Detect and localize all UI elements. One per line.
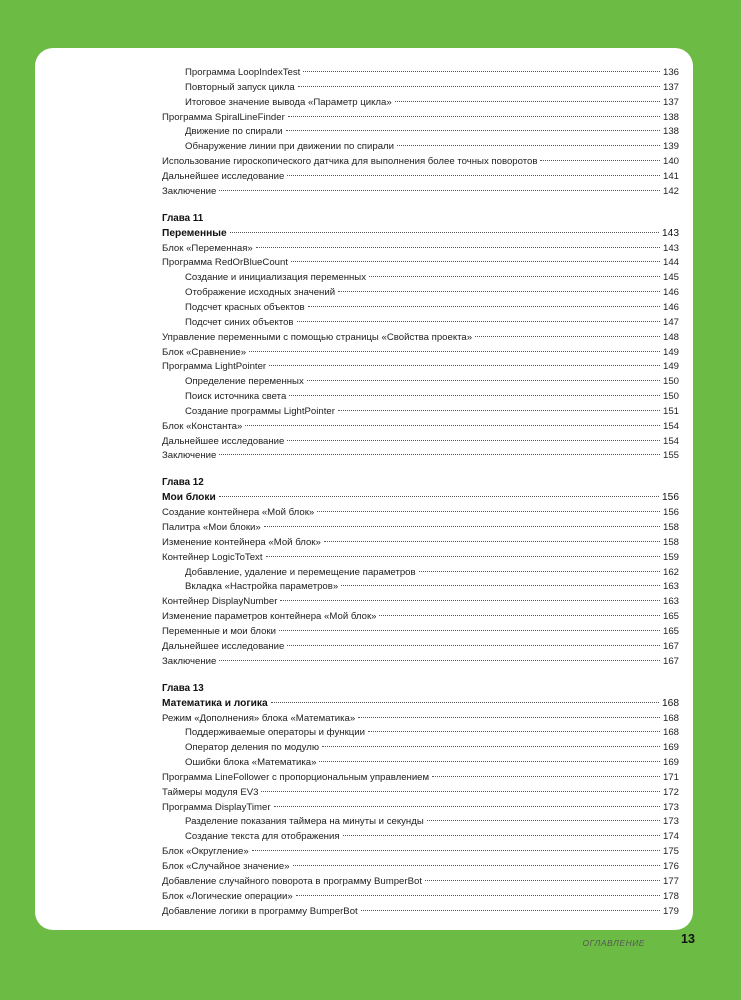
- toc-entry-page: 136: [662, 67, 679, 78]
- dot-leader: [379, 615, 660, 616]
- toc-entry: [162, 185, 679, 200]
- toc-entry: [162, 771, 679, 786]
- toc-entry-title: Определение переменных: [185, 376, 304, 388]
- toc-entry-page: 156: [662, 507, 679, 519]
- toc-entry-page: 175: [662, 846, 679, 858]
- toc-entry: [162, 111, 679, 126]
- toc-entry-page: 138: [662, 126, 679, 138]
- toc-entry-page: 168: [662, 727, 679, 739]
- dot-leader: [338, 410, 660, 411]
- dot-leader: [293, 865, 660, 866]
- toc-entry: [162, 756, 679, 771]
- dot-leader: [319, 761, 660, 762]
- dot-leader: [271, 702, 659, 703]
- toc-entry: [162, 521, 679, 536]
- dot-leader: [395, 101, 660, 102]
- toc-entry-page: 137: [662, 96, 679, 108]
- toc-entry: [162, 536, 679, 551]
- toc-entry-page: 177: [662, 875, 679, 887]
- toc-entry-page: 165: [662, 611, 679, 623]
- toc-entry-title: Использование гироскопического датчика для выполнения более точных поворотов: [162, 156, 538, 168]
- toc-entry-title: Программа SpiralLineFinder: [162, 111, 285, 123]
- toc-entry: [162, 830, 679, 845]
- dot-leader: [427, 820, 660, 821]
- toc-entry-page: 138: [662, 111, 679, 123]
- dot-leader: [264, 526, 660, 527]
- toc-entry-title: Программа DisplayTimer: [162, 801, 271, 813]
- toc-entry-page: 147: [662, 316, 679, 328]
- toc-entry-title: Дальнейшее исследование: [162, 640, 285, 652]
- toc-entry: [162, 506, 679, 521]
- dot-leader: [261, 791, 660, 792]
- toc-entry: [162, 331, 679, 346]
- toc-entry: [162, 96, 679, 111]
- toc-entry: [162, 81, 679, 96]
- toc-entry-page: 155: [662, 450, 679, 462]
- toc-entry-page: 148: [662, 331, 679, 343]
- toc-entry: [162, 346, 679, 361]
- dot-leader: [425, 880, 660, 881]
- dot-leader: [287, 175, 660, 176]
- toc-entry-title: Переменные и мои блоки: [162, 626, 276, 637]
- toc-entry: [162, 140, 679, 155]
- toc-entry-title: Режим «Дополнения» блока «Математика»: [162, 712, 356, 724]
- toc-entry-page: 169: [662, 757, 679, 769]
- dot-leader: [286, 130, 660, 131]
- dot-leader: [475, 336, 660, 337]
- toc-entry-title: Палитра «Мои блоки»: [162, 522, 261, 534]
- toc-entry-title: Заключение: [162, 185, 217, 197]
- dot-leader: [219, 190, 660, 191]
- chapter-heading: Глава 12: [162, 477, 204, 489]
- dot-leader: [324, 541, 660, 542]
- dot-leader: [296, 895, 660, 896]
- toc-entry-page: 173: [662, 801, 679, 813]
- dot-leader: [432, 776, 660, 777]
- chapter-title-entry: [162, 490, 679, 506]
- chapter-heading: Глава 13: [162, 682, 204, 694]
- toc-entry-title: Контейнер LogicToText: [162, 551, 263, 563]
- toc-entry-page: 150: [662, 376, 679, 388]
- toc-entry: [162, 405, 679, 420]
- toc-entry-page: 172: [662, 786, 679, 798]
- toc-entry-title: Дальнейшее исследование: [162, 435, 285, 447]
- dot-leader: [219, 496, 659, 497]
- toc-entry-title: Подсчет красных объектов: [185, 301, 305, 313]
- toc-entry-title: Итоговое значение вывода «Параметр цикла»: [185, 96, 392, 108]
- toc-entry-title: Добавление случайного поворота в программу BumperBot: [162, 875, 422, 887]
- dot-leader: [269, 365, 660, 366]
- toc-entry-page: 150: [662, 391, 679, 403]
- toc-entry-page: 154: [662, 435, 679, 447]
- footer-page-number: 13: [681, 932, 695, 946]
- toc-entry-title: Поиск источника света: [185, 391, 287, 403]
- toc-entry: [162, 860, 679, 875]
- toc-entry-page: 141: [662, 170, 679, 182]
- toc-entry: [162, 435, 679, 450]
- toc-entry-page: 163: [662, 581, 679, 593]
- toc-entry-title: Добавление логики в программу BumperBot: [162, 905, 358, 917]
- toc-entry-page: 156: [662, 492, 679, 504]
- dot-leader: [287, 645, 660, 646]
- table-of-contents: [162, 66, 679, 919]
- toc-entry-title: Математика и логика: [162, 697, 268, 709]
- toc-entry: [162, 170, 679, 185]
- chapter-title-entry: [162, 696, 679, 712]
- toc-entry-title: Таймеры модуля EV3: [162, 786, 259, 798]
- dot-leader: [540, 160, 660, 161]
- dot-leader: [361, 910, 660, 911]
- dot-leader: [303, 71, 660, 72]
- dot-leader: [230, 232, 659, 233]
- toc-entry: [162, 890, 679, 905]
- toc-entry-page: 158: [662, 536, 679, 548]
- toc-entry: [162, 420, 679, 435]
- dot-leader: [419, 571, 660, 572]
- toc-entry-page: 151: [662, 405, 679, 417]
- toc-entry: [162, 640, 679, 655]
- toc-entry-title: Блок «Логические операции»: [162, 890, 293, 902]
- dot-leader: [317, 511, 660, 512]
- toc-entry-page: 149: [662, 361, 679, 373]
- toc-entry-title: Создание и инициализация переменных: [185, 272, 366, 284]
- toc-entry-page: 146: [662, 287, 679, 299]
- toc-entry: [162, 316, 679, 331]
- toc-entry-title: Изменение контейнера «Мой блок»: [162, 536, 321, 548]
- toc-entry-title: Блок «Сравнение»: [162, 346, 247, 358]
- dot-leader: [397, 145, 660, 146]
- toc-entry-title: Блок «Случайное значение»: [162, 860, 290, 872]
- toc-entry: [162, 242, 679, 257]
- toc-entry-page: 167: [662, 640, 679, 652]
- toc-entry-page: 169: [662, 742, 679, 754]
- toc-entry-title: Блок «Константа»: [162, 420, 243, 432]
- dot-leader: [219, 454, 660, 455]
- toc-entry: [162, 595, 679, 610]
- toc-entry-title: Программа LineFollower с пропорциональным управлением: [162, 771, 430, 783]
- toc-entry-title: Заключение: [162, 655, 217, 667]
- dot-leader: [280, 600, 660, 601]
- toc-entry: [162, 580, 679, 595]
- toc-entry-page: 179: [662, 905, 679, 917]
- dot-leader: [341, 585, 660, 586]
- toc-entry-page: 140: [662, 156, 679, 168]
- toc-entry: [162, 905, 679, 920]
- toc-entry-title: Обнаружение линии при движении по спирали: [185, 141, 394, 153]
- dot-leader: [289, 395, 660, 396]
- toc-entry-title: Программа LightPointer: [162, 361, 267, 373]
- toc-entry: [162, 375, 679, 390]
- toc-entry-title: Изменение параметров контейнера «Мой блок»: [162, 611, 377, 623]
- toc-entry: [162, 625, 679, 640]
- dot-leader: [338, 291, 660, 292]
- toc-entry-page: 178: [662, 890, 679, 902]
- toc-entry-title: Добавление, удаление и перемещение параметров: [185, 566, 416, 578]
- dot-leader: [297, 321, 660, 322]
- toc-entry-page: 167: [662, 655, 679, 667]
- toc-entry-page: 143: [662, 242, 679, 254]
- toc-entry: [162, 271, 679, 286]
- toc-entry: [162, 155, 679, 170]
- toc-entry: [162, 256, 679, 271]
- toc-entry: [162, 875, 679, 890]
- toc-entry-title: Блок «Округление»: [162, 846, 249, 858]
- dot-leader: [274, 806, 660, 807]
- toc-entry-page: 158: [662, 522, 679, 534]
- toc-entry-title: Заключение: [162, 450, 217, 462]
- toc-entry: [162, 390, 679, 405]
- toc-entry: [162, 286, 679, 301]
- toc-entry: [162, 449, 679, 464]
- toc-entry: [162, 551, 679, 566]
- toc-entry-title: Вкладка «Настройка параметров»: [185, 581, 339, 593]
- toc-entry-page: 143: [662, 227, 679, 239]
- dot-leader: [343, 835, 660, 836]
- toc-entry-page: 165: [662, 626, 679, 637]
- toc-entry-title: Программа LoopIndexTest: [185, 67, 301, 78]
- toc-entry-title: Поддерживаемые операторы и функции: [185, 727, 365, 739]
- book-page: [35, 48, 693, 930]
- toc-entry-page: 139: [662, 141, 679, 153]
- toc-entry-page: 168: [662, 697, 679, 709]
- toc-entry-title: Переменные: [162, 227, 227, 239]
- dot-leader: [288, 116, 660, 117]
- toc-entry: [162, 845, 679, 860]
- dot-leader: [358, 717, 660, 718]
- dot-leader: [291, 261, 660, 262]
- dot-leader: [249, 351, 660, 352]
- dot-leader: [307, 380, 660, 381]
- toc-entry: [162, 786, 679, 801]
- toc-entry-page: 176: [662, 860, 679, 872]
- toc-entry: [162, 125, 679, 140]
- toc-entry-page: 159: [662, 551, 679, 563]
- toc-entry: [162, 610, 679, 625]
- toc-entry-page: 144: [662, 257, 679, 269]
- toc-entry-title: Создание текста для отображения: [185, 831, 340, 843]
- chapter-heading: Глава 11: [162, 212, 204, 224]
- toc-entry: [162, 815, 679, 830]
- toc-entry: [162, 741, 679, 756]
- toc-entry-title: Оператор деления по модулю: [185, 742, 320, 754]
- toc-entry-title: Программа RedOrBlueCount: [162, 257, 288, 269]
- toc-entry-title: Разделение показания таймера на минуты и секунды: [185, 816, 424, 828]
- toc-entry-page: 162: [662, 566, 679, 578]
- dot-leader: [245, 425, 660, 426]
- toc-entry-title: Создание программы LightPointer: [185, 405, 335, 417]
- dot-leader: [252, 850, 660, 851]
- dot-leader: [219, 660, 660, 661]
- toc-entry-page: 149: [662, 346, 679, 358]
- toc-entry-page: 173: [662, 816, 679, 828]
- toc-entry: [162, 566, 679, 581]
- toc-entry-title: Мои блоки: [162, 492, 216, 504]
- toc-entry-page: 171: [662, 771, 679, 783]
- toc-entry-page: 174: [662, 831, 679, 843]
- dot-leader: [256, 247, 660, 248]
- dot-leader: [369, 276, 660, 277]
- toc-entry-page: 145: [662, 272, 679, 284]
- dot-leader: [368, 731, 660, 732]
- toc-entry: [162, 301, 679, 316]
- toc-entry: [162, 360, 679, 375]
- toc-entry-page: 168: [662, 712, 679, 724]
- toc-entry-title: Подсчет синих объектов: [185, 316, 294, 328]
- toc-entry: [162, 66, 679, 81]
- dot-leader: [298, 86, 660, 87]
- dot-leader: [287, 440, 660, 441]
- toc-entry-page: 142: [662, 185, 679, 197]
- dot-leader: [279, 630, 660, 631]
- toc-entry-page: 137: [662, 81, 679, 93]
- toc-entry-title: Дальнейшее исследование: [162, 170, 285, 182]
- dot-leader: [322, 746, 660, 747]
- chapter-title-entry: [162, 226, 679, 242]
- toc-entry-title: Ошибки блока «Математика»: [185, 757, 317, 769]
- toc-entry-title: Отображение исходных значений: [185, 287, 336, 299]
- toc-entry-title: Управление переменными с помощью страницы «Свойства проекта»: [162, 331, 473, 343]
- toc-entry: [162, 726, 679, 741]
- toc-entry: [162, 801, 679, 816]
- toc-entry-title: Повторный запуск цикла: [185, 81, 295, 93]
- toc-entry: [162, 712, 679, 727]
- toc-entry-title: Контейнер DisplayNumber: [162, 596, 278, 608]
- toc-entry-title: Создание контейнера «Мой блок»: [162, 507, 315, 519]
- toc-entry-title: Движение по спирали: [185, 126, 283, 138]
- toc-entry: [162, 655, 679, 670]
- toc-entry-page: 154: [662, 420, 679, 432]
- dot-leader: [266, 556, 660, 557]
- footer-section-label: ОГЛАВЛЕНИЕ: [582, 938, 645, 948]
- toc-entry-title: Блок «Переменная»: [162, 242, 253, 254]
- toc-entry-page: 146: [662, 301, 679, 313]
- dot-leader: [308, 306, 660, 307]
- toc-entry-page: 163: [662, 596, 679, 608]
